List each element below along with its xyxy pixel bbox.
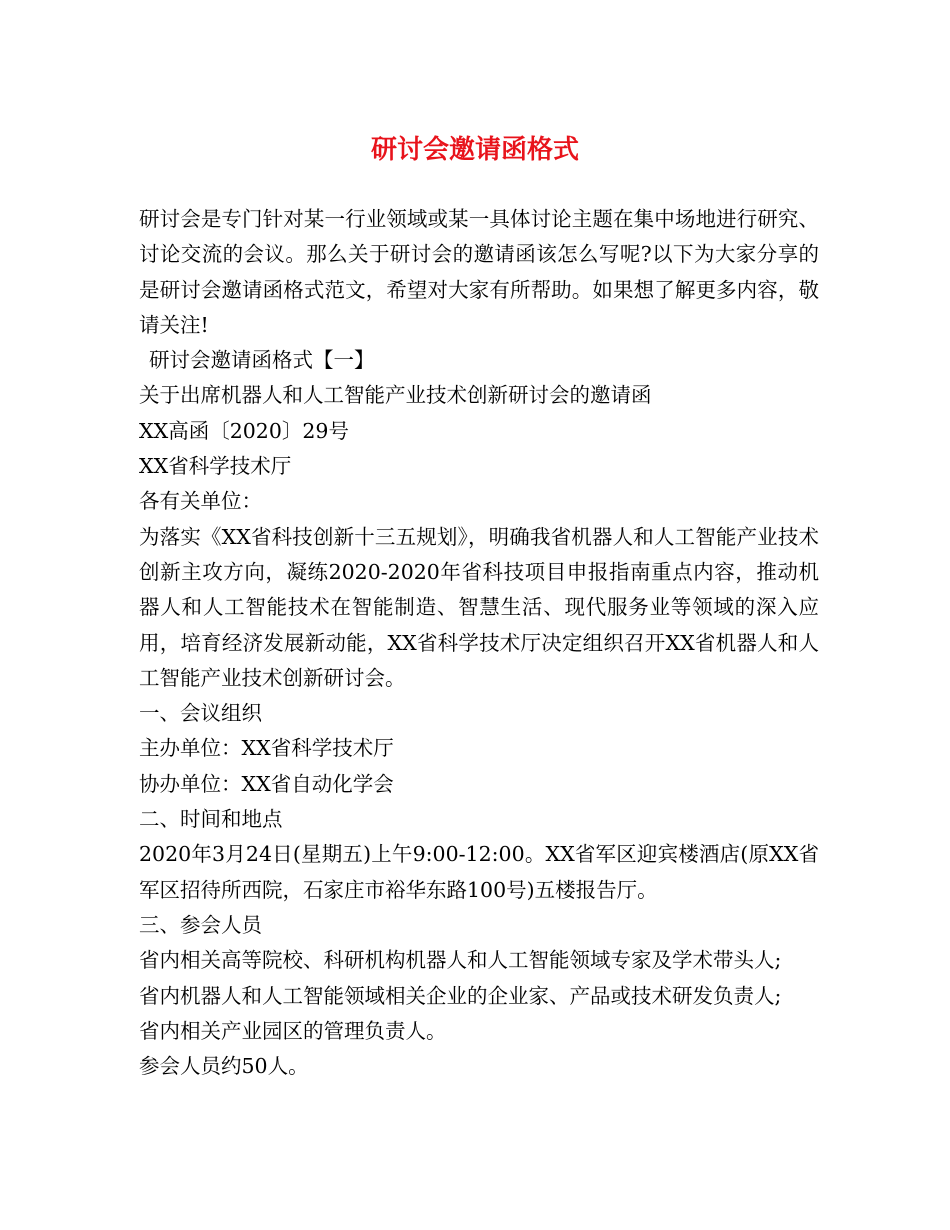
host-unit: 主办单位：XX省科学技术厅	[139, 736, 394, 761]
letter-heading: 关于出席机器人和人工智能产业技术创新研讨会的邀请函	[139, 383, 652, 408]
document-number: XX高函〔2020〕29号	[139, 418, 349, 443]
participants-line-3: 省内相关产业园区的管理负责人。	[139, 1018, 447, 1043]
participants-count: 参会人员约50人。	[139, 1054, 309, 1079]
intro-paragraph: 研讨会是专门针对某一行业领域或某一具体讨论主题在集中场地进行研究、讨论交流的会议。那么关于研讨会的邀请函该怎么写呢?以下为大家分享的是研讨会邀请函格式范文，希望对大家有所帮助。如果想了解更多内容，敬请关注!	[139, 207, 819, 337]
section-heading-time-place: 二、时间和地点	[139, 807, 283, 832]
document-title: 研讨会邀请函格式	[370, 135, 579, 165]
co-host-unit: 协办单位：XX省自动化学会	[139, 771, 394, 796]
section-heading-participants: 三、参会人员	[139, 912, 262, 937]
document-body	[139, 202, 819, 1084]
time-place-paragraph: 2020年3月24日(星期五)上午9:00-12:00。XX省军区迎宾楼酒店(原XX省军区招待所西院，石家庄市裕华东路100号)五楼报告厅。	[139, 842, 819, 902]
participants-line-1: 省内相关高等院校、科研机构机器人和人工智能领域专家及学术带头人;	[139, 948, 782, 973]
issuing-department: XX省科学技术厅	[139, 454, 292, 479]
section-heading-organization: 一、会议组织	[139, 701, 262, 726]
participants-line-2: 省内机器人和人工智能领域相关企业的企业家、产品或技术研发负责人;	[139, 983, 782, 1008]
section-heading-format-one: 研讨会邀请函格式【一】	[149, 348, 375, 373]
salutation: 各有关单位：	[139, 489, 262, 514]
purpose-paragraph: 为落实《XX省科技创新十三五规划》，明确我省机器人和人工智能产业技术创新主攻方向，凝练2020-2020年省科技项目申报指南重点内容，推动机器人和人工智能技术在智能制造、智慧生活、现代服务业等领域的深入应用，培育经济发展新动能，XX省科学技术厅决定组织召开XX省机器人和人工智能产业技术创新研讨会。	[139, 524, 819, 690]
